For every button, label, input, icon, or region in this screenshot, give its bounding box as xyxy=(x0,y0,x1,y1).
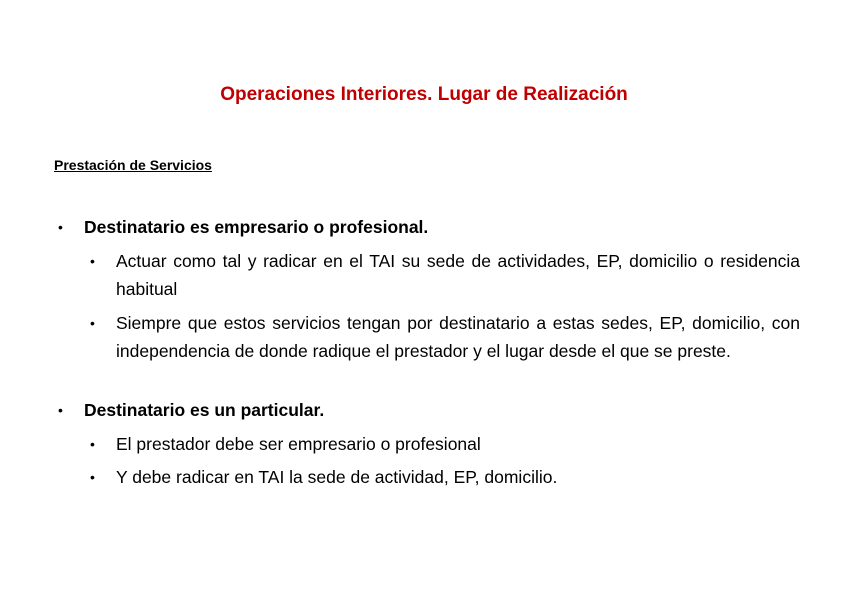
bullet-text: Siempre que estos servicios tengan por destinatario a estas sedes, EP, domicilio, con independencia de donde radique el prestador y el lugar desde el que se preste. xyxy=(116,313,800,361)
section-heading: Prestación de Servicios xyxy=(54,157,212,173)
bullet-icon: • xyxy=(90,315,95,331)
bullet-text: Destinatario es un particular. xyxy=(84,400,325,420)
bullet-text: El prestador debe ser empresario o profesional xyxy=(116,434,481,454)
bullet-text: Y debe radicar en TAI la sede de actividad, EP, domicilio. xyxy=(116,467,558,487)
slide-title: Operaciones Interiores. Lugar de Realización xyxy=(220,84,628,105)
bullet-icon: • xyxy=(90,253,95,269)
bullet-text: Destinatario es empresario o profesional. xyxy=(84,217,429,237)
bullet-icon: • xyxy=(58,219,63,235)
bullet-text: Actuar como tal y radicar en el TAI su sede de actividades, EP, domicilio o residencia habitual xyxy=(116,251,800,299)
bullet-icon: • xyxy=(58,402,63,418)
bullet-icon: • xyxy=(90,436,95,452)
bullet-icon: • xyxy=(90,469,95,485)
